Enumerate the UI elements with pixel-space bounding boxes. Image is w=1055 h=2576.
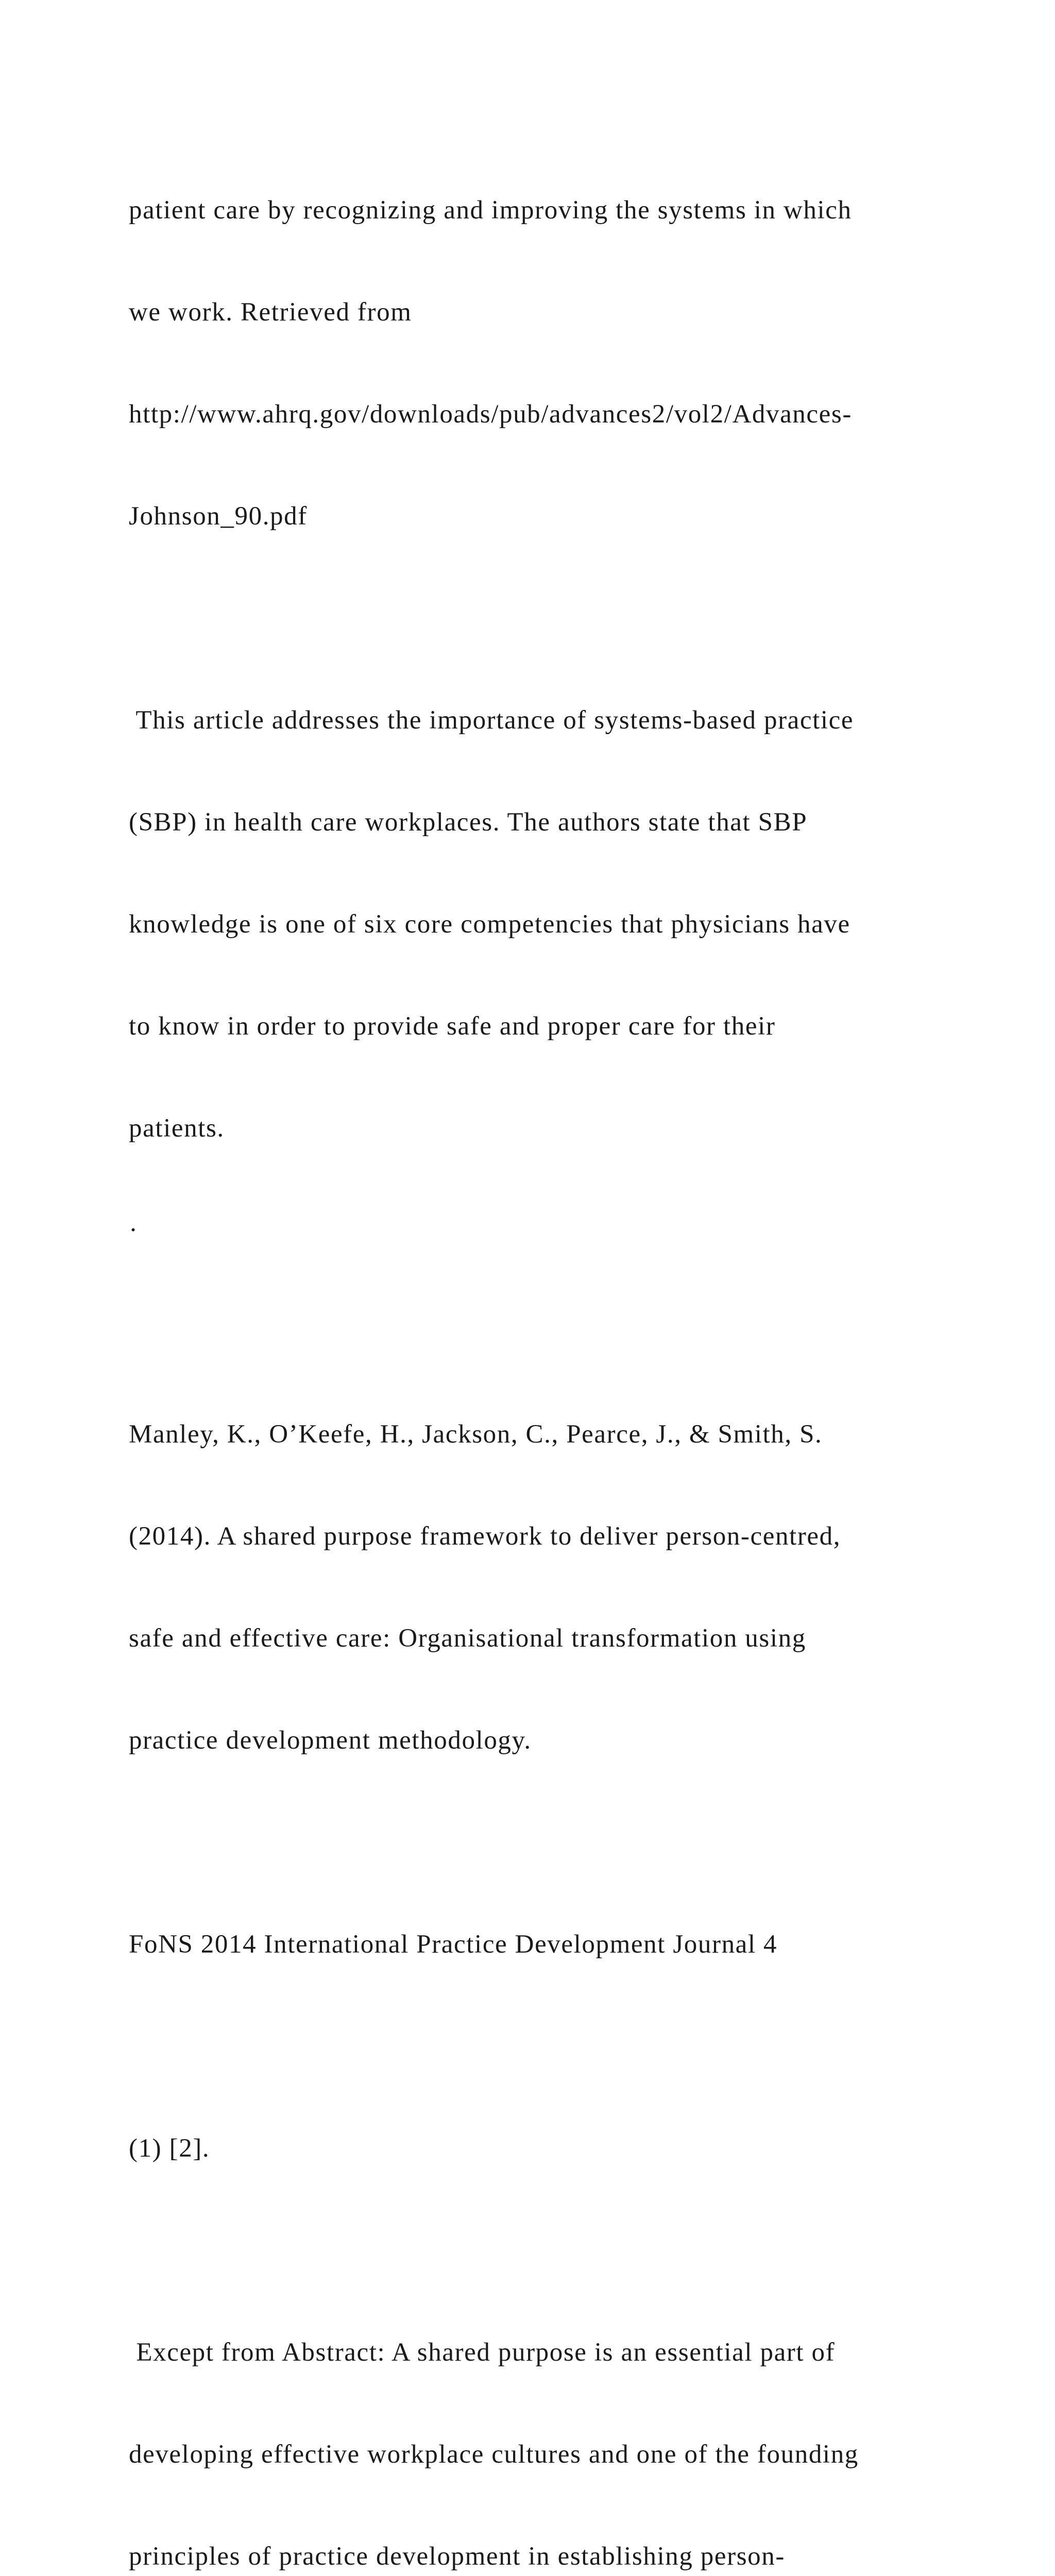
url-text: Johnson_90.pdf [129,502,308,531]
annotation-text: principles of practice development in establishing person- [129,2542,785,2571]
reference-text: Manley, K., O’Keefe, H., Jackson, C., Pearce, J., & Smith, S. [129,1420,823,1449]
annotation-text: This article addresses the importance of systems-based practice [129,706,854,735]
annotation-text: developing effective workplace cultures and one of the founding [129,2440,859,2469]
annotation-text: knowledge is one of six core competencies that physicians have [129,910,850,939]
text-line: we work. Retrieved from [129,298,412,327]
document-body [129,125,1005,2576]
text-line: patient care by recognizing and improving the systems in which [129,196,852,225]
blank-line [129,1315,1005,1349]
annotation-text: to know in order to provide safe and proper care for their [129,1012,776,1041]
blank-line [129,2029,1005,2063]
annotation-text: patients. [129,1114,225,1143]
reference-text: practice development methodology. [129,1726,532,1755]
bullet-dot: · [129,1216,139,1245]
annotation-text: (SBP) in health care workplaces. The authors state that SBP [129,808,808,837]
reference-text: (2014). A shared purpose framework to deliver person-centred, [129,1522,841,1551]
blank-line [129,2233,1005,2267]
journal-issue-text: (1) [2]. [129,2134,210,2163]
annotation-text: Except from Abstract: A shared purpose is an essential part of [129,2338,836,2367]
blank-line [129,1825,1005,1859]
reference-text: safe and effective care: Organisational transformation using [129,1624,806,1653]
journal-text: FoNS 2014 International Practice Development Journal 4 [129,1930,778,1959]
blank-line [129,601,1005,635]
url-text: http://www.ahrq.gov/downloads/pub/advances2/vol2/Advances- [129,400,852,429]
